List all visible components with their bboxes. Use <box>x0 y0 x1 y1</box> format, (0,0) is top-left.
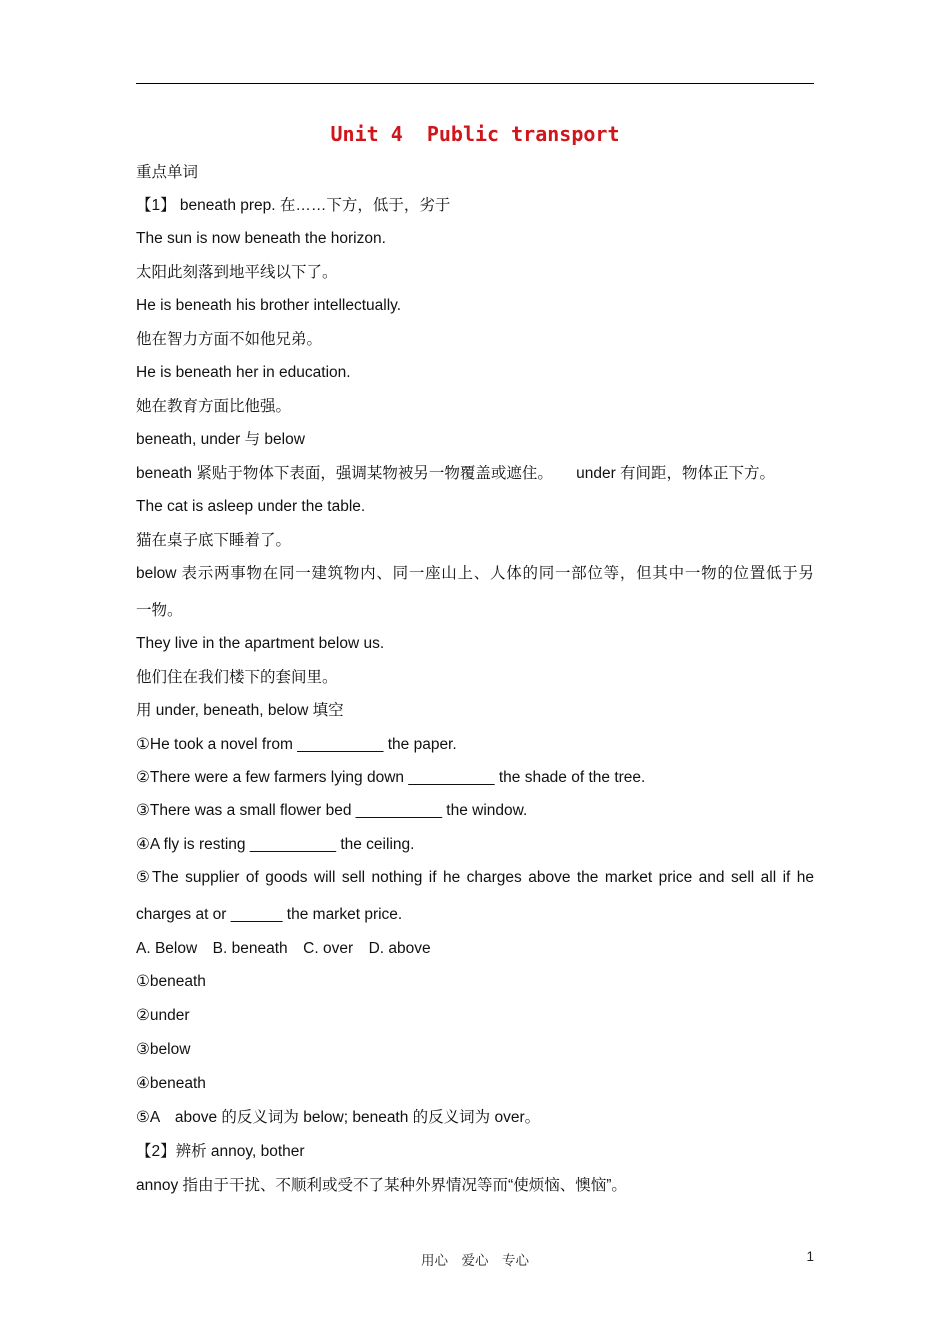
exercise-item: ①He took a novel from __________ the paper. <box>136 736 457 753</box>
page-number: 1 <box>806 1249 814 1264</box>
example-sentence: The cat is asleep under the table. <box>136 498 366 515</box>
exercise-instruction: 用 under, beneath, below 填空 <box>136 702 344 719</box>
page-title: Unit 4 Public transport <box>330 122 620 146</box>
exercise-item: ②There were a few farmers lying down __________ the shade of the tree. <box>136 769 646 786</box>
vocab-entry-beneath: 【1】 beneath prep. 在……下方，低于，劣于 <box>136 197 451 214</box>
answer-key-item: ③below <box>136 1041 191 1058</box>
exercise-item: ③There was a small flower bed __________ the window. <box>136 802 528 819</box>
below-explanation: below 表示两事物在同一建筑物内、同一座山上、人体的同一部位等，但其中一物的位置低于另 <box>136 565 814 582</box>
example-translation: 她在教育方面比他强。 <box>136 398 292 415</box>
answer-key-item: ④beneath <box>136 1075 206 1092</box>
comparison-note: beneath 紧贴于物体下表面，强调某物被另一物覆盖或遮住。 under 有间距，物体正下方。 <box>136 465 776 482</box>
below-explanation-cont: 一物。 <box>136 602 183 619</box>
vocab-entry-annoy-bother: 【2】辨析 annoy, bother <box>136 1143 305 1160</box>
example-sentence: The sun is now beneath the horizon. <box>136 230 386 247</box>
example-translation: 他们住在我们楼下的套间里。 <box>136 669 338 686</box>
footer-motto: 用心 爱心 专心 <box>421 1253 529 1268</box>
example-sentence: He is beneath his brother intellectually. <box>136 297 402 314</box>
answer-options: A. Below B. beneath C. over D. above <box>136 940 431 957</box>
example-translation: 猫在桌子底下睡着了。 <box>136 532 292 549</box>
example-translation: 太阳此刻落到地平线以下了。 <box>136 264 338 281</box>
exercise-item-cont: charges at or ______ the market price. <box>136 906 403 923</box>
answer-key-item: ⑤A above 的反义词为 below; beneath 的反义词为 over。 <box>136 1109 541 1126</box>
comparison-heading: beneath, under 与 below <box>136 431 305 448</box>
exercise-item: ④A fly is resting __________ the ceiling. <box>136 836 415 853</box>
answer-key-item: ①beneath <box>136 973 206 990</box>
exercise-item: ⑤The supplier of goods will sell nothing if he charges above the market price and sell all if he <box>136 869 814 886</box>
section-heading: 重点单词 <box>136 164 199 181</box>
annoy-explanation: annoy 指由于干扰、不顺利或受不了某种外界情况等而“使烦恼、懊恼”。 <box>136 1177 627 1194</box>
example-translation: 他在智力方面不如他兄弟。 <box>136 331 323 348</box>
example-sentence: He is beneath her in education. <box>136 364 351 381</box>
header-rule <box>136 83 814 84</box>
example-sentence: They live in the apartment below us. <box>136 635 385 652</box>
answer-key-item: ②under <box>136 1007 190 1024</box>
